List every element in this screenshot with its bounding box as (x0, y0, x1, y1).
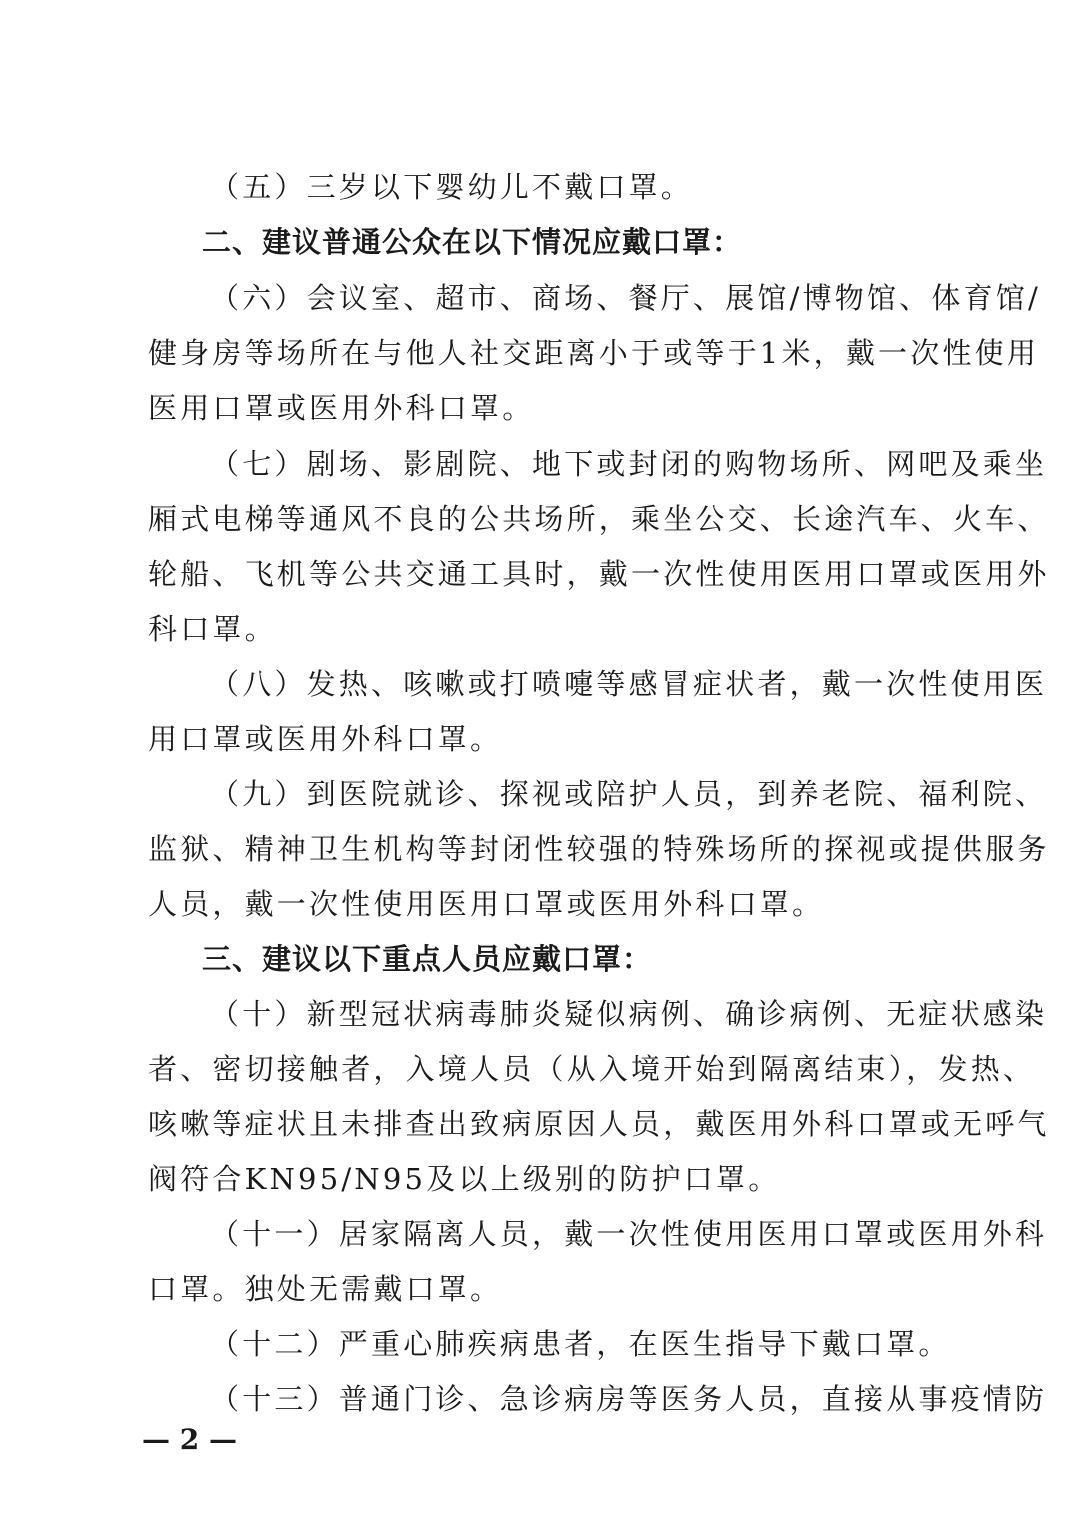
paragraph-line: 厢式电梯等通风不良的公共场所，乘坐公交、长途汽车、火车、 (148, 502, 1050, 536)
paragraph-line: 口罩。独处无需戴口罩。 (148, 1272, 503, 1306)
paragraph-first-line: （十三）普通门诊、急诊病房等医务人员，直接从事疫情防 (210, 1382, 1048, 1416)
paragraph-line: 者、密切接触者，入境人员（从入境开始到隔离结束），发热、 (148, 1052, 1036, 1086)
page-number: — 2 — (142, 1423, 237, 1456)
paragraph-first-line: （六）会议室、超市、商场、餐厅、展馆/博物馆、体育馆/ (210, 281, 1041, 315)
paragraph-line: 咳嗽等症状且未排查出致病原因人员，戴医用外科口罩或无呼气 (148, 1107, 1050, 1141)
paragraph-line: 用口罩或医用外科口罩。 (148, 722, 503, 756)
paragraph-first-line: （十）新型冠状病毒肺炎疑似病例、确诊病例、无症状感染 (210, 997, 1048, 1031)
paragraph-first-line: （十二）严重心肺疾病患者，在医生指导下戴口罩。 (210, 1327, 951, 1361)
paragraph-line: 人员，戴一次性使用医用口罩或医用外科口罩。 (148, 887, 825, 921)
paragraph-line: 医用口罩或医用外科口罩。 (148, 391, 535, 425)
paragraph-line: 科口罩。 (148, 612, 277, 646)
paragraph-line: 轮船、飞机等公共交通工具时，戴一次性使用医用口罩或医用外 (148, 557, 1050, 591)
paragraph-first-line: （十一）居家隔离人员，戴一次性使用医用口罩或医用外科 (210, 1217, 1048, 1251)
paragraph-first-line: （七）剧场、影剧院、地下或封闭的购物场所、网吧及乘坐 (210, 447, 1048, 481)
paragraph-line: 监狱、精神卫生机构等封闭性较强的特殊场所的探视或提供服务 (148, 832, 1050, 866)
section-heading: 二、建议普通公众在以下情况应戴口罩： (202, 225, 743, 259)
paragraph-first-line: （五）三岁以下婴幼儿不戴口罩。 (210, 170, 694, 204)
paragraph-first-line: （八）发热、咳嗽或打喷嚏等感冒症状者，戴一次性使用医 (210, 667, 1048, 701)
paragraph-line: 阀符合KN95/N95及以上级别的防护口罩。 (148, 1162, 781, 1196)
paragraph-first-line: （九）到医院就诊、探视或陪护人员，到养老院、福利院、 (210, 777, 1048, 811)
section-heading: 三、建议以下重点人员应戴口罩： (202, 942, 653, 976)
paragraph-line: 健身房等场所在与他人社交距离小于或等于1米，戴一次性使用 (148, 336, 1040, 370)
